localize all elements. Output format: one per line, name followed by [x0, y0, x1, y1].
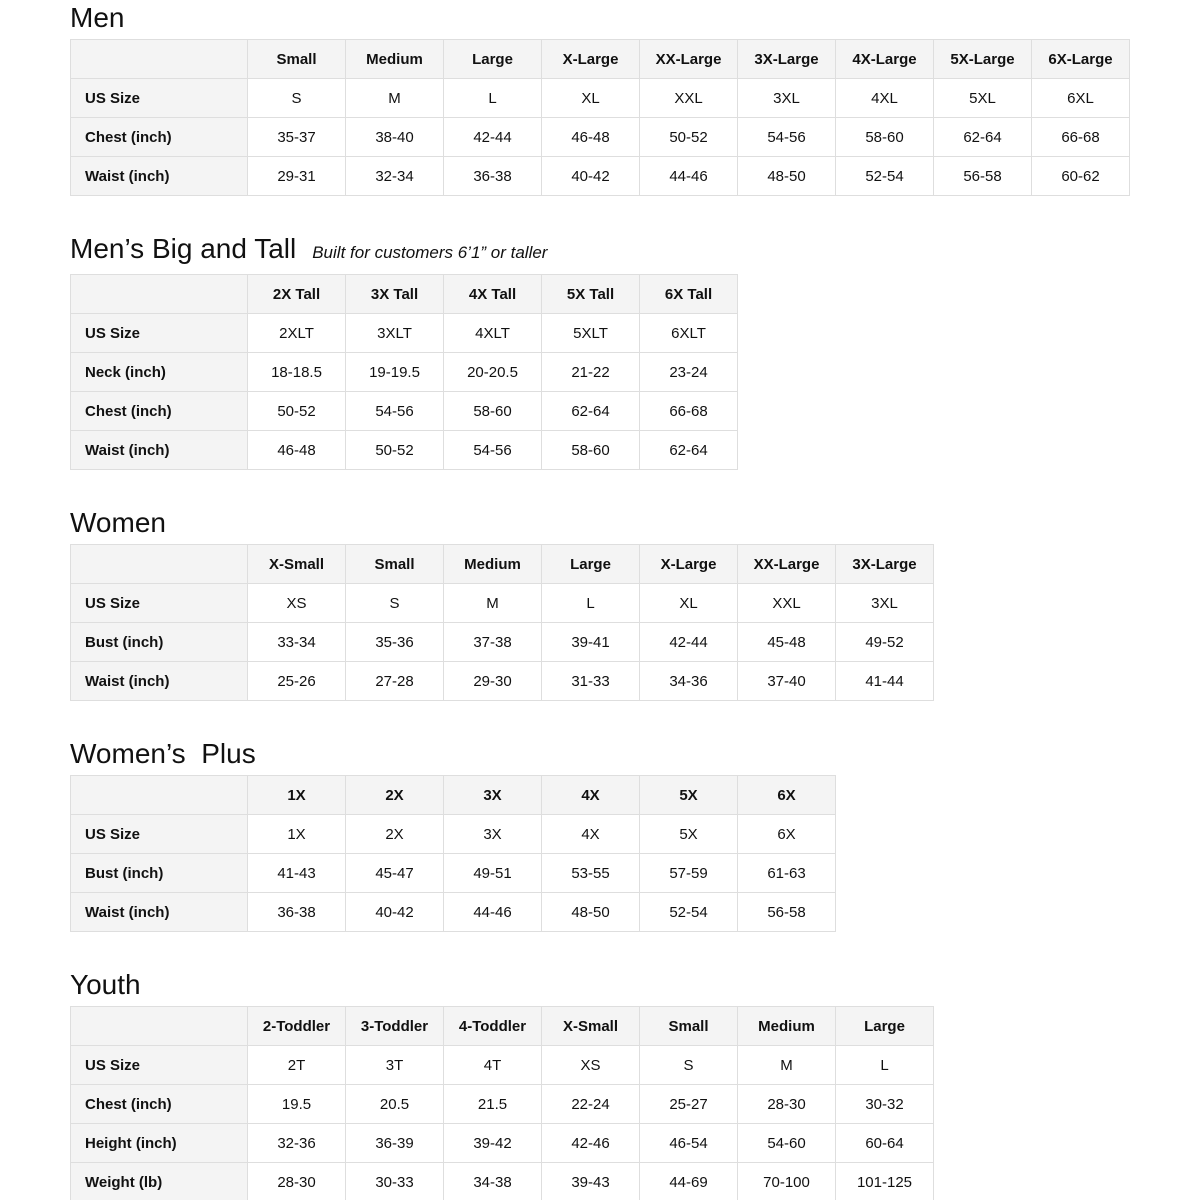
row-label: US Size — [71, 314, 248, 353]
column-header: 2X — [346, 776, 444, 815]
section-title-women — [70, 508, 1170, 538]
header-row — [71, 545, 934, 584]
size-cell: 2X — [346, 815, 444, 854]
size-cell: 60-64 — [836, 1124, 934, 1163]
section-title-mens-big-and-tall — [70, 234, 1170, 268]
corner-cell — [71, 40, 248, 79]
column-header: Medium — [738, 1007, 836, 1046]
table-row — [71, 584, 934, 623]
section-title-text: Women’s Plus — [70, 738, 256, 769]
row-label: Weight (lb) — [71, 1163, 248, 1200]
size-cell: 36-39 — [346, 1124, 444, 1163]
size-cell: 50-52 — [248, 392, 346, 431]
row-label: Height (inch) — [71, 1124, 248, 1163]
size-cell: 20.5 — [346, 1085, 444, 1124]
size-cell: 44-69 — [640, 1163, 738, 1200]
size-cell: 41-43 — [248, 854, 346, 893]
size-cell: 36-38 — [444, 157, 542, 196]
table-row — [71, 893, 836, 932]
table-row — [71, 314, 738, 353]
size-cell: 50-52 — [346, 431, 444, 470]
row-label: US Size — [71, 584, 248, 623]
size-cell: 45-47 — [346, 854, 444, 893]
size-cell: 52-54 — [836, 157, 934, 196]
size-cell: 3XL — [836, 584, 934, 623]
table-row — [71, 1163, 934, 1200]
column-header: XX-Large — [738, 545, 836, 584]
column-header: Small — [640, 1007, 738, 1046]
header-row — [71, 275, 738, 314]
column-header: 4X — [542, 776, 640, 815]
size-cell: XXL — [738, 584, 836, 623]
row-label: US Size — [71, 79, 248, 118]
section-title-womens-plus — [70, 739, 1170, 769]
column-header: 3X-Large — [738, 40, 836, 79]
header-row — [71, 40, 1130, 79]
size-cell: 39-41 — [542, 623, 640, 662]
size-cell: 25-26 — [248, 662, 346, 701]
column-header: 4X-Large — [836, 40, 934, 79]
column-header: Small — [346, 545, 444, 584]
size-cell: 52-54 — [640, 893, 738, 932]
size-cell: 35-37 — [248, 118, 346, 157]
size-cell: 2T — [248, 1046, 346, 1085]
size-chart-section-women — [70, 508, 1170, 701]
size-cell: 66-68 — [640, 392, 738, 431]
size-cell: 46-54 — [640, 1124, 738, 1163]
size-cell: 62-64 — [640, 431, 738, 470]
column-header: Large — [444, 40, 542, 79]
size-cell: 5XL — [934, 79, 1032, 118]
corner-cell — [71, 1007, 248, 1046]
size-cell: 56-58 — [738, 893, 836, 932]
size-cell: 62-64 — [934, 118, 1032, 157]
size-cell: L — [444, 79, 542, 118]
size-cell: M — [738, 1046, 836, 1085]
size-cell: M — [346, 79, 444, 118]
size-cell: 30-32 — [836, 1085, 934, 1124]
table-row — [71, 431, 738, 470]
section-title-youth — [70, 970, 1170, 1000]
size-cell: 46-48 — [542, 118, 640, 157]
size-cell: 34-38 — [444, 1163, 542, 1200]
column-header: 6X-Large — [1032, 40, 1130, 79]
size-cell: 29-31 — [248, 157, 346, 196]
column-header: 6X — [738, 776, 836, 815]
table-row — [71, 157, 1130, 196]
column-header: X-Small — [248, 545, 346, 584]
size-chart-section-men — [70, 3, 1170, 196]
size-cell: XL — [640, 584, 738, 623]
size-table-womens-plus — [70, 775, 836, 932]
column-header: Medium — [346, 40, 444, 79]
size-cell: L — [836, 1046, 934, 1085]
column-header: 1X — [248, 776, 346, 815]
size-cell: 101-125 — [836, 1163, 934, 1200]
column-header: X-Large — [542, 40, 640, 79]
column-header: Small — [248, 40, 346, 79]
table-row — [71, 815, 836, 854]
size-cell: 28-30 — [738, 1085, 836, 1124]
size-cell: XXL — [640, 79, 738, 118]
size-cell: 21-22 — [542, 353, 640, 392]
size-cell: 48-50 — [542, 893, 640, 932]
size-cell: 44-46 — [444, 893, 542, 932]
size-cell: S — [640, 1046, 738, 1085]
size-cell: 54-56 — [346, 392, 444, 431]
size-cell: 60-62 — [1032, 157, 1130, 196]
column-header: 5X-Large — [934, 40, 1032, 79]
header-row — [71, 776, 836, 815]
column-header: 5X Tall — [542, 275, 640, 314]
size-cell: 21.5 — [444, 1085, 542, 1124]
size-cell: XS — [542, 1046, 640, 1085]
table-row — [71, 79, 1130, 118]
column-header: X-Small — [542, 1007, 640, 1046]
table-row — [71, 854, 836, 893]
size-cell: 28-30 — [248, 1163, 346, 1200]
size-chart-page — [70, 3, 1170, 1200]
column-header: 2-Toddler — [248, 1007, 346, 1046]
size-cell: 5XLT — [542, 314, 640, 353]
size-cell: 48-50 — [738, 157, 836, 196]
row-label: Waist (inch) — [71, 157, 248, 196]
size-cell: 39-43 — [542, 1163, 640, 1200]
size-cell: 29-30 — [444, 662, 542, 701]
size-cell: 42-44 — [640, 623, 738, 662]
column-header: 3X Tall — [346, 275, 444, 314]
size-cell: 58-60 — [836, 118, 934, 157]
column-header: 5X — [640, 776, 738, 815]
size-cell: 70-100 — [738, 1163, 836, 1200]
table-row — [71, 1046, 934, 1085]
column-header: 3X-Large — [836, 545, 934, 584]
size-cell: 23-24 — [640, 353, 738, 392]
size-cell: S — [248, 79, 346, 118]
size-cell: 49-51 — [444, 854, 542, 893]
size-cell: 53-55 — [542, 854, 640, 893]
column-header: Large — [836, 1007, 934, 1046]
column-header: 4-Toddler — [444, 1007, 542, 1046]
corner-cell — [71, 545, 248, 584]
size-cell: 34-36 — [640, 662, 738, 701]
size-cell: 49-52 — [836, 623, 934, 662]
size-cell: 19-19.5 — [346, 353, 444, 392]
size-cell: 3T — [346, 1046, 444, 1085]
size-cell: 58-60 — [542, 431, 640, 470]
table-row — [71, 353, 738, 392]
corner-cell — [71, 776, 248, 815]
size-cell: 56-58 — [934, 157, 1032, 196]
section-title-text: Men — [70, 2, 125, 33]
size-cell: 18-18.5 — [248, 353, 346, 392]
row-label: US Size — [71, 1046, 248, 1085]
table-row — [71, 623, 934, 662]
section-subtitle: Built for customers 6’1” or taller — [312, 243, 548, 262]
size-cell: 46-48 — [248, 431, 346, 470]
size-cell: 38-40 — [346, 118, 444, 157]
size-cell: 35-36 — [346, 623, 444, 662]
size-cell: 37-40 — [738, 662, 836, 701]
size-cell: 30-33 — [346, 1163, 444, 1200]
size-cell: 54-60 — [738, 1124, 836, 1163]
size-cell: 6XL — [1032, 79, 1130, 118]
size-cell: 45-48 — [738, 623, 836, 662]
row-label: Bust (inch) — [71, 854, 248, 893]
size-cell: 3X — [444, 815, 542, 854]
row-label: Chest (inch) — [71, 1085, 248, 1124]
row-label: Waist (inch) — [71, 662, 248, 701]
table-row — [71, 118, 1130, 157]
size-cell: 3XLT — [346, 314, 444, 353]
row-label: Chest (inch) — [71, 392, 248, 431]
size-cell: 54-56 — [738, 118, 836, 157]
size-cell: 57-59 — [640, 854, 738, 893]
size-table-women — [70, 544, 934, 701]
row-label: US Size — [71, 815, 248, 854]
size-cell: 3XL — [738, 79, 836, 118]
section-title-text: Women — [70, 507, 166, 538]
size-cell: 1X — [248, 815, 346, 854]
size-cell: 54-56 — [444, 431, 542, 470]
column-header: Large — [542, 545, 640, 584]
size-cell: 32-34 — [346, 157, 444, 196]
table-row — [71, 1085, 934, 1124]
size-cell: 50-52 — [640, 118, 738, 157]
size-cell: 31-33 — [542, 662, 640, 701]
size-cell: 4T — [444, 1046, 542, 1085]
size-chart-section-womens-plus — [70, 739, 1170, 932]
size-cell: S — [346, 584, 444, 623]
size-chart-section-mens-big-and-tall — [70, 234, 1170, 470]
corner-cell — [71, 275, 248, 314]
size-cell: 39-42 — [444, 1124, 542, 1163]
size-table-men — [70, 39, 1130, 196]
size-cell: 61-63 — [738, 854, 836, 893]
size-cell: M — [444, 584, 542, 623]
size-cell: 66-68 — [1032, 118, 1130, 157]
row-label: Waist (inch) — [71, 893, 248, 932]
table-row — [71, 662, 934, 701]
section-title-text: Men’s Big and Tall — [70, 233, 297, 264]
size-cell: 22-24 — [542, 1085, 640, 1124]
column-header: 3-Toddler — [346, 1007, 444, 1046]
size-cell: 36-38 — [248, 893, 346, 932]
size-cell: 44-46 — [640, 157, 738, 196]
size-cell: 2XLT — [248, 314, 346, 353]
size-chart-section-youth — [70, 970, 1170, 1200]
size-cell: L — [542, 584, 640, 623]
size-cell: 25-27 — [640, 1085, 738, 1124]
size-cell: 33-34 — [248, 623, 346, 662]
size-cell: 41-44 — [836, 662, 934, 701]
column-header: 4X Tall — [444, 275, 542, 314]
size-cell: XS — [248, 584, 346, 623]
size-cell: 27-28 — [346, 662, 444, 701]
column-header: 3X — [444, 776, 542, 815]
size-cell: 5X — [640, 815, 738, 854]
column-header: X-Large — [640, 545, 738, 584]
column-header: Medium — [444, 545, 542, 584]
column-header: 6X Tall — [640, 275, 738, 314]
size-cell: 20-20.5 — [444, 353, 542, 392]
section-title-men — [70, 3, 1170, 33]
column-header: 2X Tall — [248, 275, 346, 314]
size-cell: 4XLT — [444, 314, 542, 353]
size-cell: 6X — [738, 815, 836, 854]
size-table-mens-big-and-tall — [70, 274, 738, 470]
row-label: Neck (inch) — [71, 353, 248, 392]
size-cell: 42-46 — [542, 1124, 640, 1163]
size-cell: XL — [542, 79, 640, 118]
section-title-text: Youth — [70, 969, 141, 1000]
size-cell: 37-38 — [444, 623, 542, 662]
size-table-youth — [70, 1006, 934, 1200]
row-label: Bust (inch) — [71, 623, 248, 662]
row-label: Chest (inch) — [71, 118, 248, 157]
size-cell: 4XL — [836, 79, 934, 118]
header-row — [71, 1007, 934, 1046]
column-header: XX-Large — [640, 40, 738, 79]
size-cell: 62-64 — [542, 392, 640, 431]
size-cell: 4X — [542, 815, 640, 854]
size-cell: 40-42 — [346, 893, 444, 932]
table-row — [71, 392, 738, 431]
size-cell: 32-36 — [248, 1124, 346, 1163]
size-cell: 6XLT — [640, 314, 738, 353]
size-cell: 42-44 — [444, 118, 542, 157]
size-cell: 19.5 — [248, 1085, 346, 1124]
row-label: Waist (inch) — [71, 431, 248, 470]
size-cell: 58-60 — [444, 392, 542, 431]
size-cell: 40-42 — [542, 157, 640, 196]
table-row — [71, 1124, 934, 1163]
